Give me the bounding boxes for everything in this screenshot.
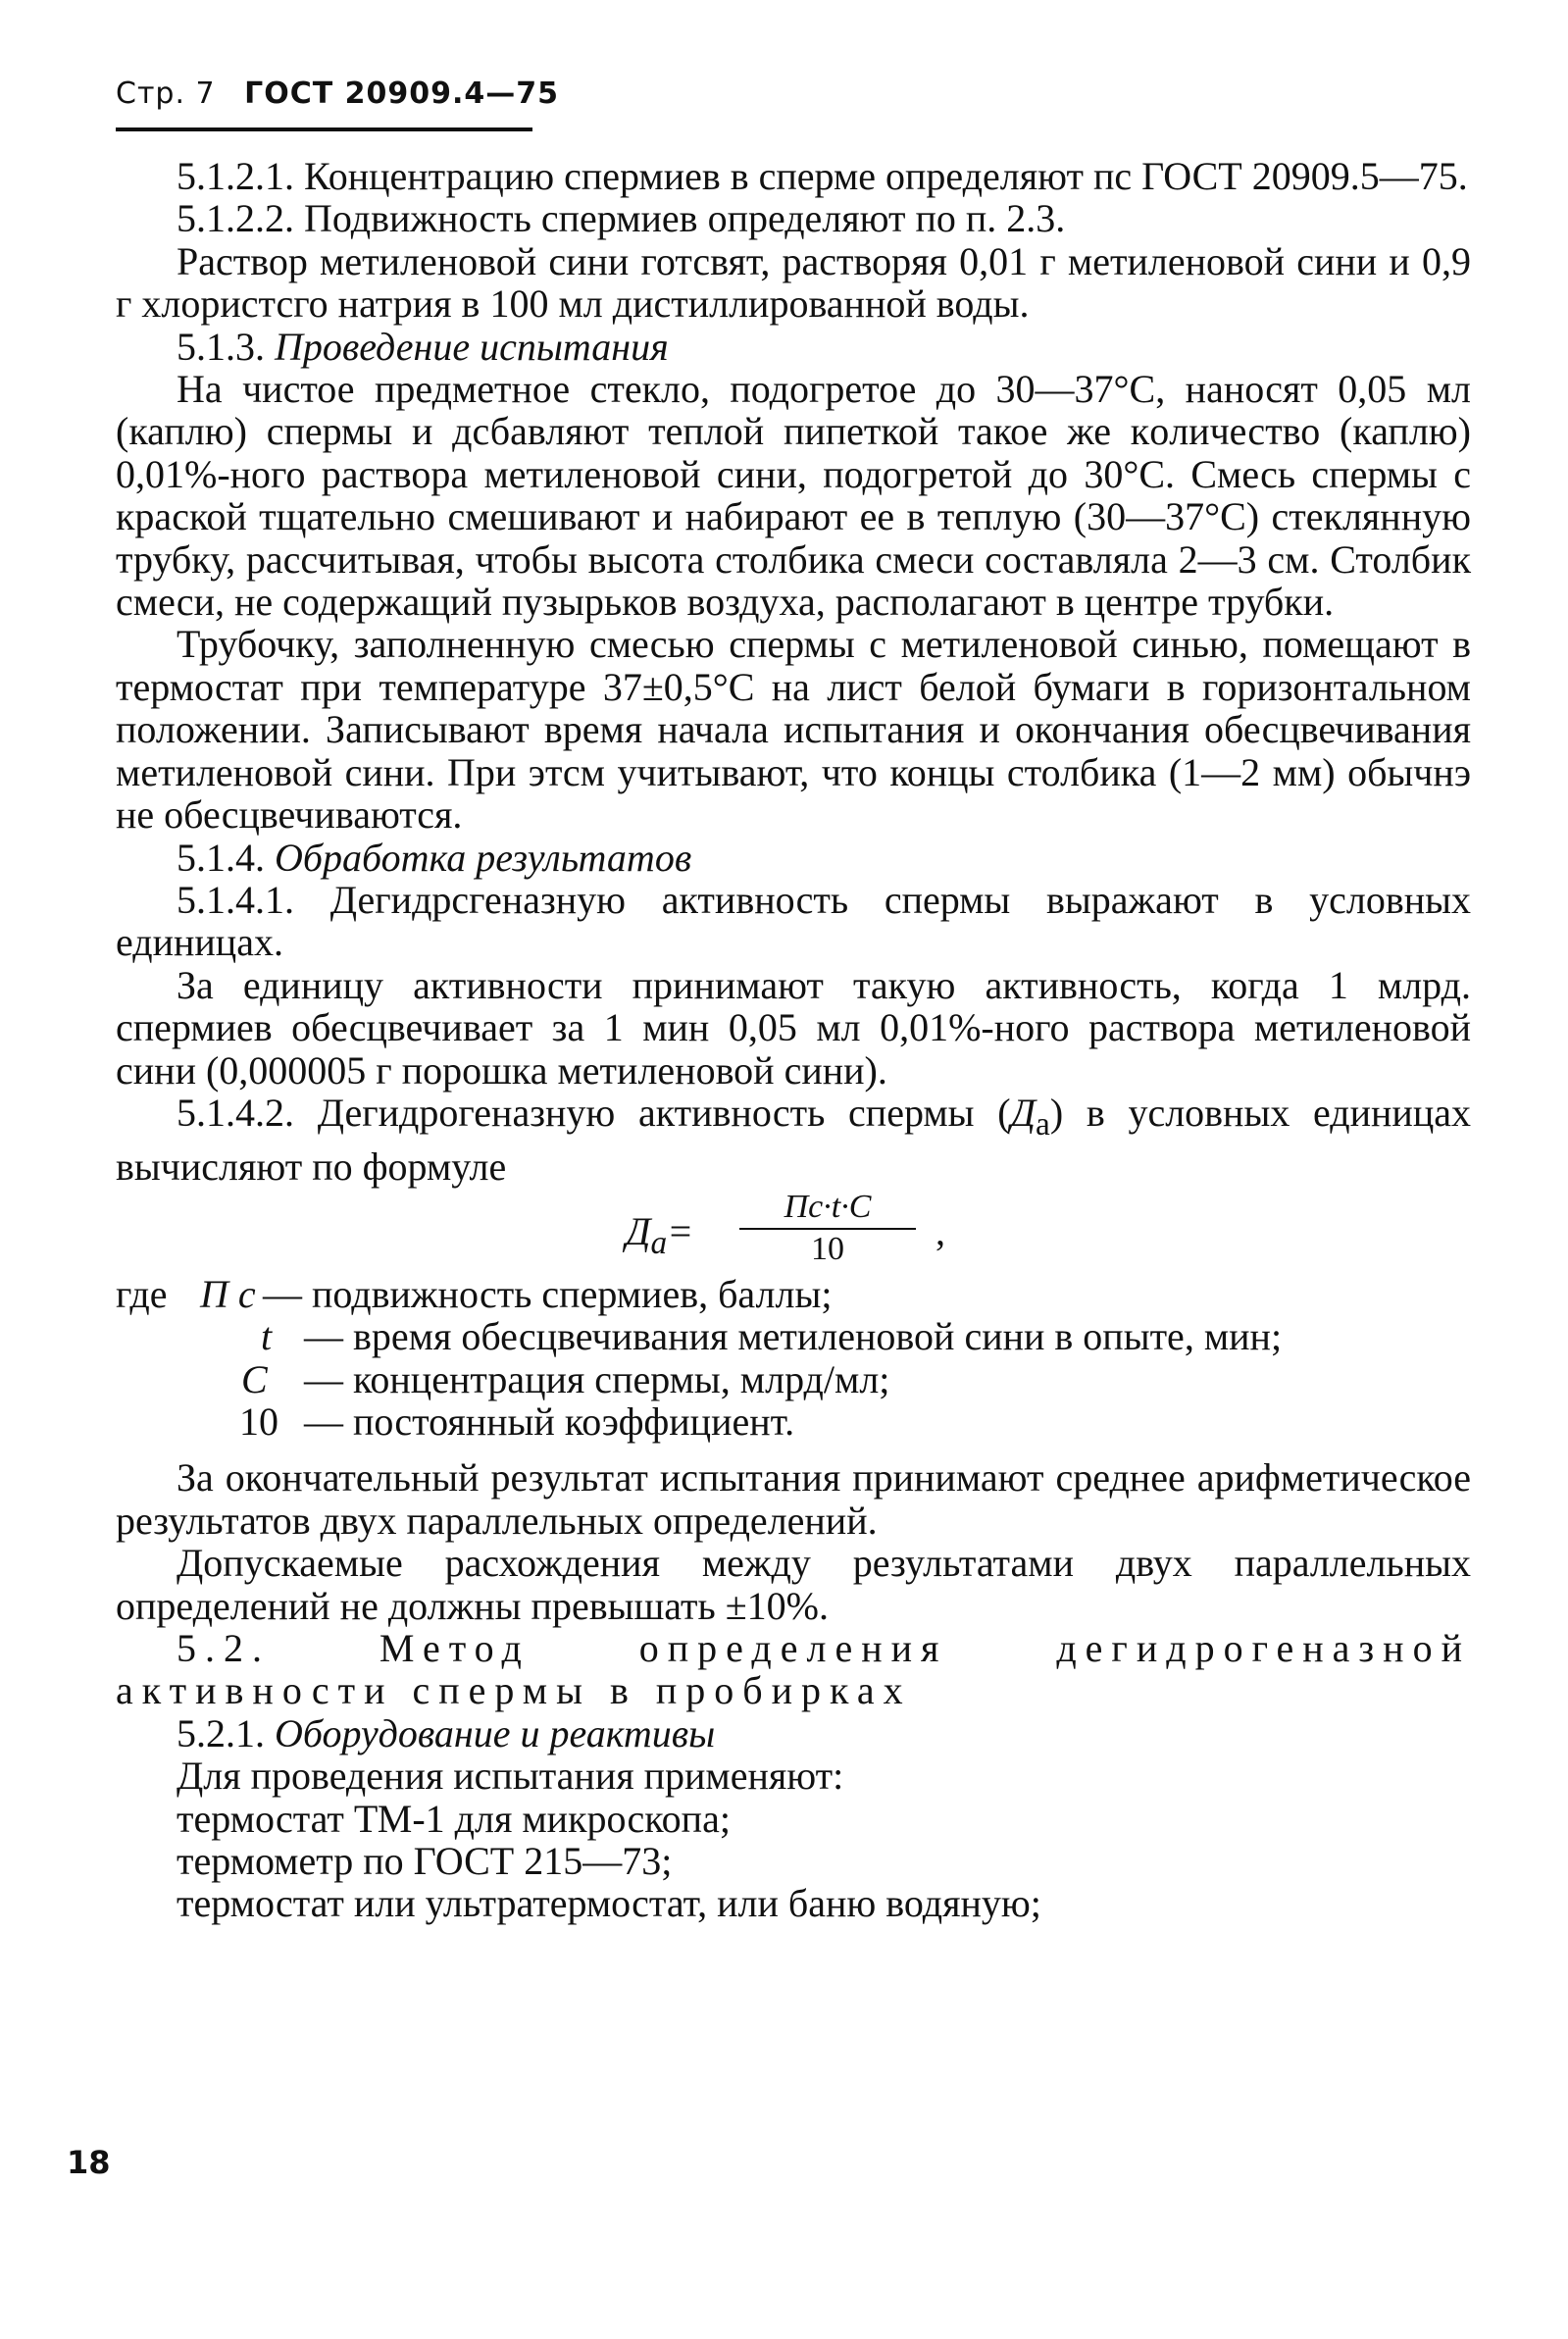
legend-row <box>116 1273 1471 1315</box>
header-page-label: Стр. 7 <box>116 76 216 111</box>
legend-symbol: 10 <box>239 1398 278 1444</box>
formula-lhs <box>626 1210 693 1264</box>
symbol-da: Д <box>1010 1090 1037 1135</box>
formula-numerator: Пс·t·C <box>739 1189 916 1230</box>
formula-lhs-symbol: Д <box>626 1208 651 1253</box>
formula-equals: = <box>667 1208 694 1253</box>
activity-formula <box>116 1189 1471 1273</box>
equipment-item: термостат или ультратермостат, или баню водяную; <box>177 1881 1041 1926</box>
legend-symbol: t <box>261 1314 273 1359</box>
paragraph-5-1-4-1: 5.1.4.1. Дегидрсгеназную активность спермы выражают в условных единицах. <box>116 877 1471 965</box>
equipment-item: термостат ТМ-1 для микроскопа; <box>177 1796 731 1841</box>
legend-symbol: П с <box>200 1271 256 1316</box>
section-title: Проведение испытания <box>275 324 669 369</box>
legend-text: — постоянный коэффициент. <box>304 1398 795 1444</box>
paragraph-5-1-4-2 <box>116 1092 1471 1189</box>
page-number: 18 <box>67 2144 111 2181</box>
section-title: Обработка результатов <box>275 835 692 880</box>
paragraph-5-1-2-1: 5.1.2.1. Концентрацию спермиев в сперме определяют пс ГОСТ 20909.5—75. <box>177 154 1468 198</box>
legend-symbol: С <box>241 1356 268 1401</box>
section-heading-5-2: 5.2. Метод определения дегидрогеназной активности спермы в пробирках <box>116 1625 1471 1713</box>
equipment-item: термометр по ГОСТ 215—73; <box>177 1838 673 1883</box>
formula-legend <box>116 1273 1471 1444</box>
formula-fraction <box>739 1189 916 1269</box>
header-rule <box>116 127 532 131</box>
legend-text: — время обесцвечивания метиленовой сини в опыте, мин; <box>304 1314 1283 1359</box>
paragraph-tolerance: Допускаемые расхождения между результатами двух параллельных определений не должны превышать ±10%. <box>116 1541 1471 1628</box>
legend-row <box>116 1315 1471 1357</box>
section-heading-5-2-1 <box>116 1712 1471 1754</box>
formula-comma: , <box>936 1208 945 1253</box>
page-header <box>116 76 559 111</box>
text-run: 5.1.4.2. Дегидрогеназную активность спермы ( <box>177 1090 1011 1135</box>
section-heading-5-1-3 <box>116 326 1471 368</box>
symbol-subscript: а <box>1036 1105 1050 1143</box>
paragraph-5-1-2-2: 5.1.2.2. Подвижность спермиев определяют по п. 2.3. <box>177 196 1066 241</box>
section-title: Оборудование и реактивы <box>275 1710 716 1755</box>
legend-text: — концентрация спермы, млрд/мл; <box>304 1356 890 1401</box>
legend-text: — подвижность спермиев, баллы; <box>263 1271 833 1316</box>
header-standard-code: ГОСТ 20909.4—75 <box>244 76 560 111</box>
paragraph-solution-prep: Раствор метиленовой сини готсвят, растворяя 0,01 г метиленовой сини и 0,9 г хлористсго натрия в 100 мл дистиллированной воды. <box>116 238 1471 327</box>
section-heading-5-1-4 <box>116 837 1471 879</box>
section-number: 5.2.1. <box>177 1710 275 1755</box>
section-number: 5.1.4. <box>177 835 275 880</box>
text-run: ) в условных единицах вычисляют по формуле <box>116 1090 1472 1190</box>
legend-row <box>116 1400 1471 1443</box>
paragraph-unit-definition: За единицу активности принимают такую активность, когда 1 млрд. спермиев обесцвечивает за 1 мин 0,05 мл 0,01%-ного раствора метиленовой сини (0,000005 г порошка метиленовой сини). <box>116 962 1471 1093</box>
legend-lead: где <box>116 1271 168 1316</box>
paragraph-final-result: За окончательный результат испытания принимают среднее арифметическое результатов двух параллельных определений. <box>116 1455 1471 1543</box>
document-body <box>116 155 1471 1925</box>
formula-denominator: 10 <box>811 1230 844 1267</box>
paragraph-procedure: На чистое предметное стекло, подогретое до 30—37°С, наносят 0,05 мл (каплю) спермы и дсбавляют теплой пипеткой такое же кoличество (каплю) 0,01%-ного раствора метиленовой сини, подогретой до 30°С. Смесь спермы с краской тщательно смешивают и набирают ее в теплую (30—37°С) стеклянную трубку, рассчитывая, чтобы высота столбика смеси составляла 2—3 см. Столбик смеси, не содержащий пузырьков воздуха, располагают в центре трубки. <box>116 367 1471 625</box>
formula-lhs-subscript: а <box>650 1224 668 1261</box>
legend-row <box>116 1358 1471 1400</box>
paragraph-thermostat: Трубочку, заполненную смесью спермы с метиленовой синью, помещают в термостат при температуре 37±0,5°С на лист белой бумаги в горизонтальном положении. Записывают время начала испытания и окончания обесцвечивания метиленовой сини. При этсм учитывают, что концы столбика (1—2 мм) обычнэ не обесцвечиваются. <box>116 622 1471 838</box>
paragraph-equipment-intro: Для проведения испытания применяют: <box>177 1754 844 1799</box>
section-number: 5.1.3. <box>177 324 275 369</box>
